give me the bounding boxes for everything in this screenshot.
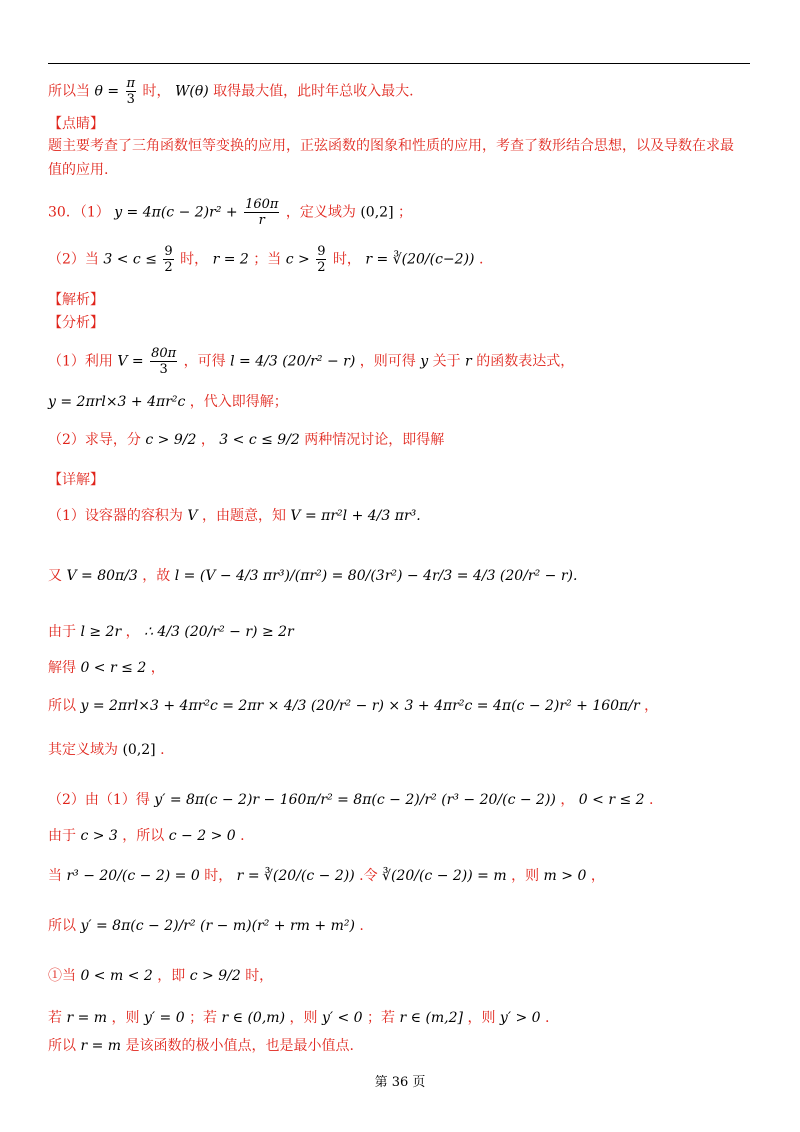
text: .令 [359,868,378,884]
math: y′ > 0 [499,1010,541,1026]
text: ，则可得 [359,353,416,370]
text: 时， [204,868,233,884]
math: ∛(20/(c − 2)) = m [382,868,507,884]
text: 取得最大值，此时年总收入最大. [213,83,414,100]
xiangjie-line-5 [48,696,658,716]
xiangjie-line-13 [48,1036,354,1056]
math: y′ = 0 [143,1010,185,1026]
frac-num: 80π [151,346,177,361]
math: 3 < c ≤ [103,251,157,268]
math: (0,2] [360,204,394,221]
xiangjie-line-12 [48,1008,549,1028]
xiangjie-line-11 [48,966,273,986]
text: （1）设容器的容积为 [48,508,183,524]
math: c > [285,251,310,268]
text: . [649,792,654,808]
fenxi-line-2 [48,392,288,412]
text: ，所以 [122,828,165,844]
math: l = (V − 4/3 πr³)/(πr²) = 80/(3r²) − 4r/3 = 4/3 (20/r² − r). [174,568,578,584]
math: ∴ 4/3 (20/r² − r) ≥ 2r [144,624,294,640]
math: r = 2 [212,251,249,268]
text: ，则 [289,1010,318,1026]
text: 时， [142,83,171,100]
frac-den: r [258,213,265,228]
text: （1）利用 [48,353,113,370]
heading-fenxi: 【分析】 [48,315,104,331]
xiangjie-line-8 [48,826,245,846]
text: （2）求导，分 [48,432,141,448]
heading-dianjing: 【点睛】 [48,116,104,132]
text: 时， [332,251,361,268]
xiangjie-line-10 [48,916,364,936]
fraction [163,244,173,275]
text: 时， [180,251,209,268]
text: ， [150,660,165,676]
conclusion-line [48,76,414,107]
text: ；若 [367,1010,396,1026]
text: ，则 [511,868,540,884]
math: (0,2] [122,742,156,758]
fenxi-line-1 [48,346,574,377]
xiangjie-line-4 [48,658,165,678]
frac-den: 3 [159,362,168,377]
text: ，故 [142,568,171,584]
text: ，则 [467,1010,496,1026]
text: ， [200,432,215,448]
math: θ = [94,83,120,100]
text: ①当 [48,968,76,984]
math: W(θ) [174,83,209,100]
text: ，可得 [183,353,226,370]
text: （2）当 [48,251,99,268]
math: c > 3 [80,828,118,844]
text: 是该函数的极小值点，也是最小值点. [125,1038,354,1054]
dianjing-line-1: 题主要考查了三角函数恒等变换的应用，正弦函数的图象和性质的应用，考查了数形结合思想，以及导数在求最 [48,138,734,154]
frac-den: 2 [317,260,326,275]
text: ，由题意，知 [201,508,286,524]
text: 由于 [48,828,76,844]
math: r ∈ (0,m) [221,1010,286,1026]
math: V = 80π/3 [66,568,138,584]
text: . [478,251,484,268]
math: y = 4π(c − 2)r² + [114,204,238,221]
text: 其定义域为 [48,742,118,758]
text: ，则 [111,1010,140,1026]
math: 0 < r ≤ 2 [578,792,645,808]
text: ，代入即得解； [189,394,288,410]
xiangjie-line-2 [48,566,577,586]
math: r [465,353,472,370]
frac-num: 160π [245,197,279,212]
frac-den: 2 [164,260,173,275]
math: r = ∛(20/(c − 2)) [236,868,355,884]
xiangjie-line-1 [48,506,421,526]
text: 由于 [48,624,76,640]
text: 所以 [48,1038,76,1054]
math: y = 2πrl×3 + 4πr²c [48,394,186,410]
math: y [420,353,429,370]
text: ，定义域为 [285,204,356,221]
text: ， [125,624,140,640]
math: r ∈ (m,2] [399,1010,463,1026]
text: . [359,918,364,934]
fraction [150,346,177,377]
text: 30．（1） [48,204,110,221]
text: ； [398,204,412,221]
frac-num: 9 [317,244,326,259]
text: ， [590,868,605,884]
xiangjie-line-6 [48,740,165,760]
text: ， [644,698,659,714]
text: 的函数表达式， [476,353,575,370]
math: V = [117,353,144,370]
xiangjie-line-7 [48,790,653,810]
math: l = 4/3 (20/r² − r) [230,353,356,370]
math: c > 9/2 [145,432,197,448]
fraction [126,76,137,107]
math: y′ = 8π(c − 2)/r² (r − m)(r² + rm + m²) [80,918,355,934]
text: ， [560,792,575,808]
text: . [240,828,245,844]
math: c > 9/2 [189,968,241,984]
fenxi-line-3 [48,430,444,450]
text: . [160,742,165,758]
math: y′ < 0 [321,1010,363,1026]
math: y′ = 8π(c − 2)r − 160π/r² = 8π(c − 2)/r² (r³ − 20/(c − 2)) [154,792,556,808]
math: r = m [66,1010,108,1026]
text: （2）由（1）得 [48,792,150,808]
text: 解得 [48,660,76,676]
math: 0 < r ≤ 2 [80,660,147,676]
text: 若 [48,1010,62,1026]
page-number: 第 36 页 [374,1075,426,1090]
frac-num: 9 [164,244,173,259]
text: 关于 [432,353,461,370]
text: . [545,1010,550,1026]
q30-answer-1 [48,197,412,228]
math: m > 0 [543,868,587,884]
math: r = ∛(20/(c−2)) [365,251,475,268]
math: r³ − 20/(c − 2) = 0 [66,868,200,884]
text: ；若 [189,1010,218,1026]
math: c − 2 > 0 [168,828,236,844]
text: 所以 [48,698,76,714]
dianjing-line-2: 值的应用. [48,162,109,178]
xiangjie-line-3 [48,622,294,642]
heading-xiangjie: 【详解】 [48,472,104,488]
xiangjie-line-9 [48,866,605,886]
math: y = 2πrl×3 + 4πr²c = 2πr × 4/3 (20/r² − r) × 3 + 4πr²c = 4π(c − 2)r² + 160π/r [80,698,640,714]
text: 时， [245,968,274,984]
math: V = πr²l + 4/3 πr³. [290,508,421,524]
math: l ≥ 2r [80,624,122,640]
text: ；当 [253,251,282,268]
fraction [316,244,326,275]
math: r = m [80,1038,122,1054]
math: 0 < m < 2 [80,968,153,984]
math: V [187,508,198,524]
math: 3 < c ≤ 9/2 [219,432,300,448]
frac-den: 3 [126,92,135,107]
q30-answer-2 [48,244,483,275]
heading-jiexi: 【解析】 [48,292,104,308]
frac-num: π [126,76,136,91]
text: 当 [48,868,62,884]
fraction [244,197,279,228]
text: ，即 [157,968,186,984]
text: 所以当 [48,83,90,100]
text: 两种情况讨论，即得解 [304,432,445,448]
text: 所以 [48,918,76,934]
text: 又 [48,568,62,584]
header-rule [48,63,750,64]
